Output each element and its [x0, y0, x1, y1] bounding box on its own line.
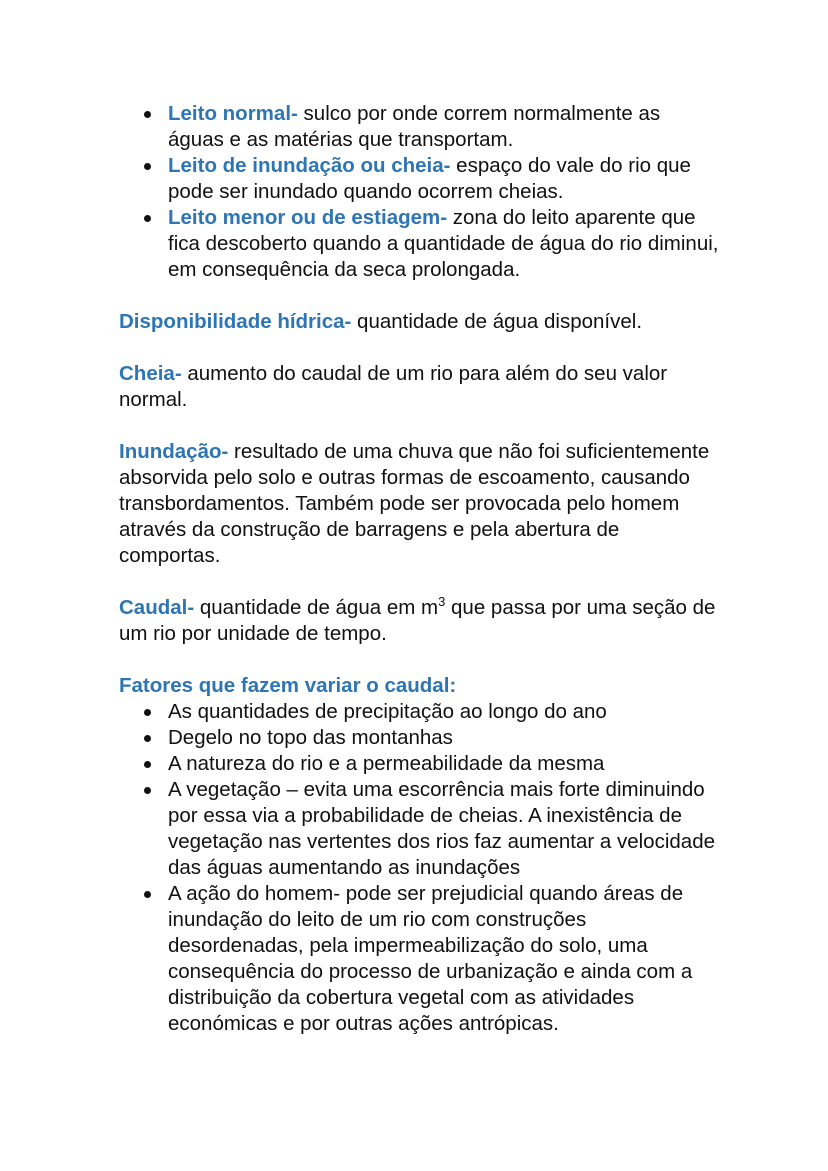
term: Caudal-	[119, 596, 195, 619]
document-body	[119, 101, 719, 1037]
spacer	[119, 335, 719, 361]
fatores-heading: Fatores que fazem variar o caudal:	[119, 674, 457, 697]
term: Inundação-	[119, 440, 229, 463]
superscript: 3	[438, 594, 446, 610]
spacer	[119, 647, 719, 673]
list-item	[119, 205, 719, 283]
definition: zona do leito aparente que fica descoberto quando a quantidade de água do rio diminui, em consequência da seca prolongada.	[168, 206, 719, 281]
leitos-list	[119, 101, 719, 283]
term: Cheia-	[119, 362, 182, 385]
fatores-list	[119, 699, 719, 1037]
definition: aumento do caudal de um rio para além do seu valor normal.	[119, 362, 668, 411]
definition: sulco por onde correm normalmente as águas e as matérias que transportam.	[168, 102, 661, 151]
list-item: A ação do homem- pode ser prejudicial quando áreas de inundação do leito de um rio com construções desordenadas, pela impermeabilização do solo, uma consequência do processo de urbanização e ainda com a distribuição da cobertura vegetal com as atividades económicas e por outras ações antrópicas.	[119, 881, 719, 1037]
term: Leito menor ou de estiagem-	[168, 206, 448, 229]
inundacao-paragraph	[119, 439, 719, 569]
list-item	[119, 101, 719, 153]
list-item: A natureza do rio e a permeabilidade da mesma	[119, 751, 719, 777]
disponibilidade-paragraph	[119, 309, 719, 335]
definition-continued: que passa por uma seção de um rio por unidade de tempo.	[119, 596, 716, 645]
spacer	[119, 569, 719, 595]
spacer	[119, 413, 719, 439]
term: Leito normal-	[168, 102, 298, 125]
definition: resultado de uma chuva que não foi suficientemente absorvida pelo solo e outras formas de escoamento, causando transbordamentos. Também pode ser provocada pelo homem através da construção de barragens e pela abertura de comportas.	[119, 440, 710, 567]
term: Leito de inundação ou cheia-	[168, 154, 451, 177]
definition: quantidade de água disponível.	[351, 310, 643, 333]
caudal-paragraph	[119, 595, 719, 647]
list-item: As quantidades de precipitação ao longo do ano	[119, 699, 719, 725]
definition: quantidade de água em m	[194, 596, 439, 619]
definition: espaço do vale do rio que pode ser inundado quando ocorrem cheias.	[168, 154, 691, 203]
list-item	[119, 153, 719, 205]
term: Disponibilidade hídrica-	[119, 310, 352, 333]
list-item: A vegetação – evita uma escorrência mais forte diminuindo por essa via a probabilidade de cheias. A inexistência de vegetação nas vertentes dos rios faz aumentar a velocidade das águas aumentando as inundações	[119, 777, 719, 881]
list-item: Degelo no topo das montanhas	[119, 725, 719, 751]
spacer	[119, 283, 719, 309]
cheia-paragraph	[119, 361, 719, 413]
